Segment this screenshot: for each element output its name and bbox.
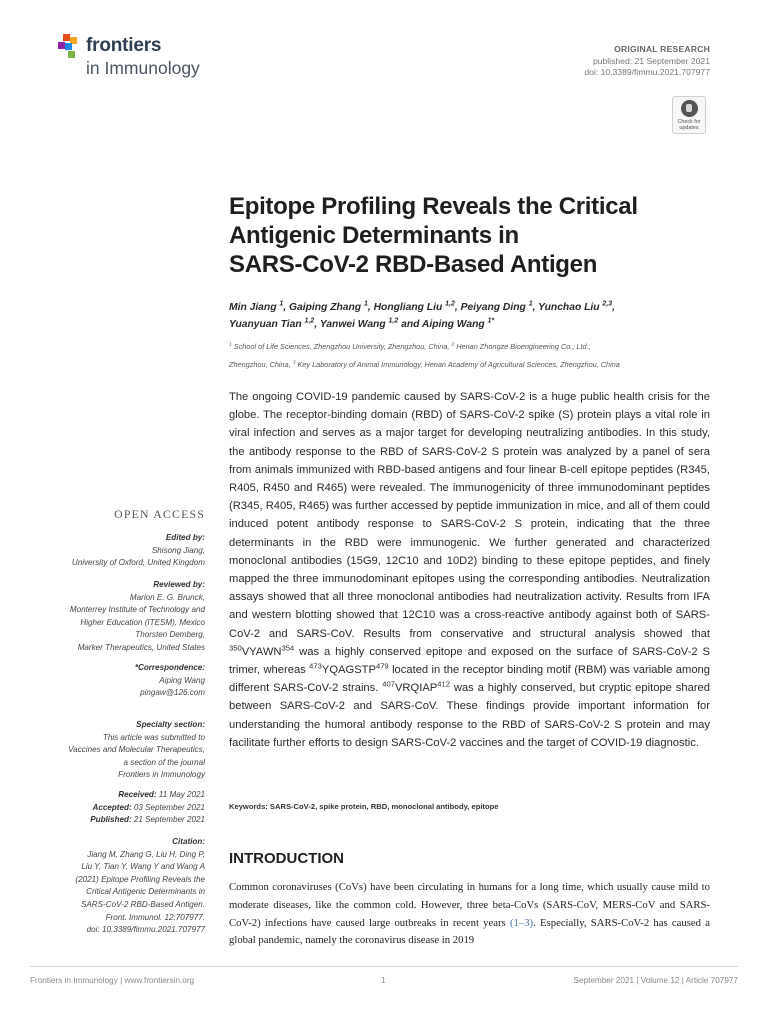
title-line: SARS-CoV-2 RBD-Based Antigen (229, 251, 598, 278)
keywords: Keywords: SARS-CoV-2, spike protein, RBD, monoclonal antibody, epitope (229, 802, 499, 811)
abstract: The ongoing COVID-19 pandemic caused by SARS-CoV-2 is a huge public health crisis for the globe. The receptor-binding domain (RBD) of SARS-CoV-2 spike (S) protein plays a vital role in viral infection and serves as a major target for developing neutralizing antibodies. In this study, the antibody response to the RBD of SARS-CoV-2 S protein was analyzed by a panel of sera from animals immunized with RBD-based antigens and four linear B-cell epitope peptides (R345, R405, R450 and R465) were revealed. The immunogenicity of three immunodominant peptides (R345, R405, R465) was further accessed by peptide immunization in mice, and all of them could induced potent antibody response to SARS-CoV-2 S protein, indicating that the three determinants in the RBD were immunogenic. We further generated and characterized monoclonal antibodies (15G9, 12C10 and 10D2) binding to these epitope peptides, and finely mapped the three immunodominant epitopes using the corresponding antibodies. Neutralization assays showed that all three monoclonal antibodies had neutralization activity. Results from IFA and western blotting showed that 12C10 was a cross-reactive antibody against both of SARS-CoV-2 and SARS-CoV. Results from conservative and structural analysis showed that $^{350}$VYAWN$^{354}$ was a highly conserved epitope and exposed on the surface of SARS-CoV-2 S trimer, whereas $^{473}$YQAGSTP$^{479}$ located in the receptor binding motif (RBM) was variable among different SARS-CoV-2 strains. $^{407}$VRQIAP$^{412}$ was a highly conserved, but cryptic epitope shared between SARS-CoV-2 and SARS-CoV. These findings provide important information for understanding the humoral antibody response to the RBD of SARS-CoV-2 S protein and may facilitate further efforts to design SARS-CoV-2 vaccines and the target of COVID-19 diagnostic. (229, 391, 710, 749)
logo-journal-text: in Immunology (86, 58, 200, 78)
affiliations (229, 338, 709, 374)
reviewed-by-section: Reviewed by: Marion E. G. Brunck, Monterrey Institute of Technology and Higher Education (ITESM), Mexico Thorsten Demberg, Marker Therapeutics, United States (69, 580, 205, 652)
introduction-paragraph: Common coronaviruses (CoVs) have been circulating in humans for a long time, which usually cause mild to moderate diseases, like the common cold. However, three beta-CoVs (SARS-CoV, MERS-CoV and SARS-CoV-2) infections have caused large outbreaks in recent years (1–3). Especially, SARS-CoV-2 has caused a global pandemic, namely the coronavirus disease in 2019 (229, 881, 710, 947)
footer-divider (30, 966, 738, 967)
citation-doi[interactable]: doi: 10.3389/fimmu.2021.707977 (86, 925, 205, 935)
footer-journal-link[interactable]: Frontiers in Immunology | www.frontiersin.org (30, 976, 195, 985)
author-line: Yuanyuan Tian $^{1,2}$, Yanwei Wang $^{1,2}$ and Aiping Wang $^{1*}$ (229, 317, 495, 330)
section-heading-introduction: INTRODUCTION (229, 850, 344, 867)
dates-section: Received: 11 May 2021 Accepted: 03 September 2021 Published: 21 September 2021 (90, 790, 205, 825)
journal-logo[interactable] (58, 34, 228, 84)
open-access-label: OPEN ACCESS (114, 507, 205, 521)
citation-section: Citation: Jiang M, Zhang G, Liu H, Ding P, Liu Y, Tian Y, Wang Y and Wang A (2021) Epitope Profiling Reveals the Critical Antigenic Determinants in SARS-CoV-2 RBD-Based Antigen. Front. Immunol. 12:707977. doi: 10.3389/fimmu.2021.707977 (60, 836, 205, 937)
frontiers-logo-icon (58, 34, 82, 60)
author-list (229, 299, 709, 333)
author-joiner: and (401, 319, 420, 330)
article-type: ORIGINAL RESEARCH (614, 44, 710, 54)
check-for-updates-button[interactable] (672, 96, 706, 134)
article-doi[interactable]: doi: 10.3389/fimmu.2021.707977 (584, 67, 710, 77)
author-name[interactable]: Yuanyuan Tian (229, 319, 302, 330)
article-meta (584, 44, 710, 79)
author-name[interactable]: Min Jiang (229, 302, 277, 313)
footer-article-info: September 2021 | Volume 12 | Article 707977 (573, 976, 738, 985)
title-line: Antigenic Determinants in (229, 222, 519, 249)
correspondence-email[interactable]: pingaw@126.com (140, 688, 205, 698)
author-name[interactable]: Yanwei Wang (319, 319, 386, 330)
affiliation-line: $^1$ School of Life Sciences, Zhengzhou University, Zhengzhou, China, $^2$ Henan Zhongze Bioengineering Co., Ltd., (229, 342, 591, 351)
author-name[interactable]: Hongliang Liu (373, 302, 443, 313)
published-date: published: 21 September 2021 (592, 55, 710, 66)
edited-by-section: Edited by: Shisong Jiang, University of Oxford, United Kingdom (71, 533, 205, 568)
check-badge-label: Check for updates (677, 119, 701, 131)
author-name[interactable]: Gaiping Zhang (289, 302, 362, 313)
author-name[interactable]: Aiping Wang (421, 319, 485, 330)
bookmark-icon (681, 100, 698, 117)
article-title (229, 192, 709, 279)
affiliation-line: Zhengzhou, China, $^3$ Key Laboratory of Animal Immunology, Henan Academy of Agricultural Sciences, Zhengzhou, China (229, 360, 620, 369)
citation-link[interactable]: (1–3) (509, 916, 534, 929)
author-name[interactable]: Yunchao Liu (538, 302, 600, 313)
page-number: 1 (381, 976, 386, 985)
author-line: Min Jiang $^1$, Gaiping Zhang $^1$, Hongliang Liu $^{1,2}$, Peiyang Ding $^1$, Yunchao Liu $^{2,3}$, (229, 300, 616, 313)
specialty-section: Specialty section: This article was submitted to Vaccines and Molecular Therapeutics, a section of the journal Frontiers in Immunology (68, 720, 205, 780)
title-line: Epitope Profiling Reveals the Critical (229, 193, 638, 220)
author-name[interactable]: Peiyang Ding (460, 302, 526, 313)
logo-brand-text: frontiers (86, 35, 162, 56)
correspondence-section: *Correspondence: Aiping Wang pingaw@126.com (60, 662, 205, 700)
